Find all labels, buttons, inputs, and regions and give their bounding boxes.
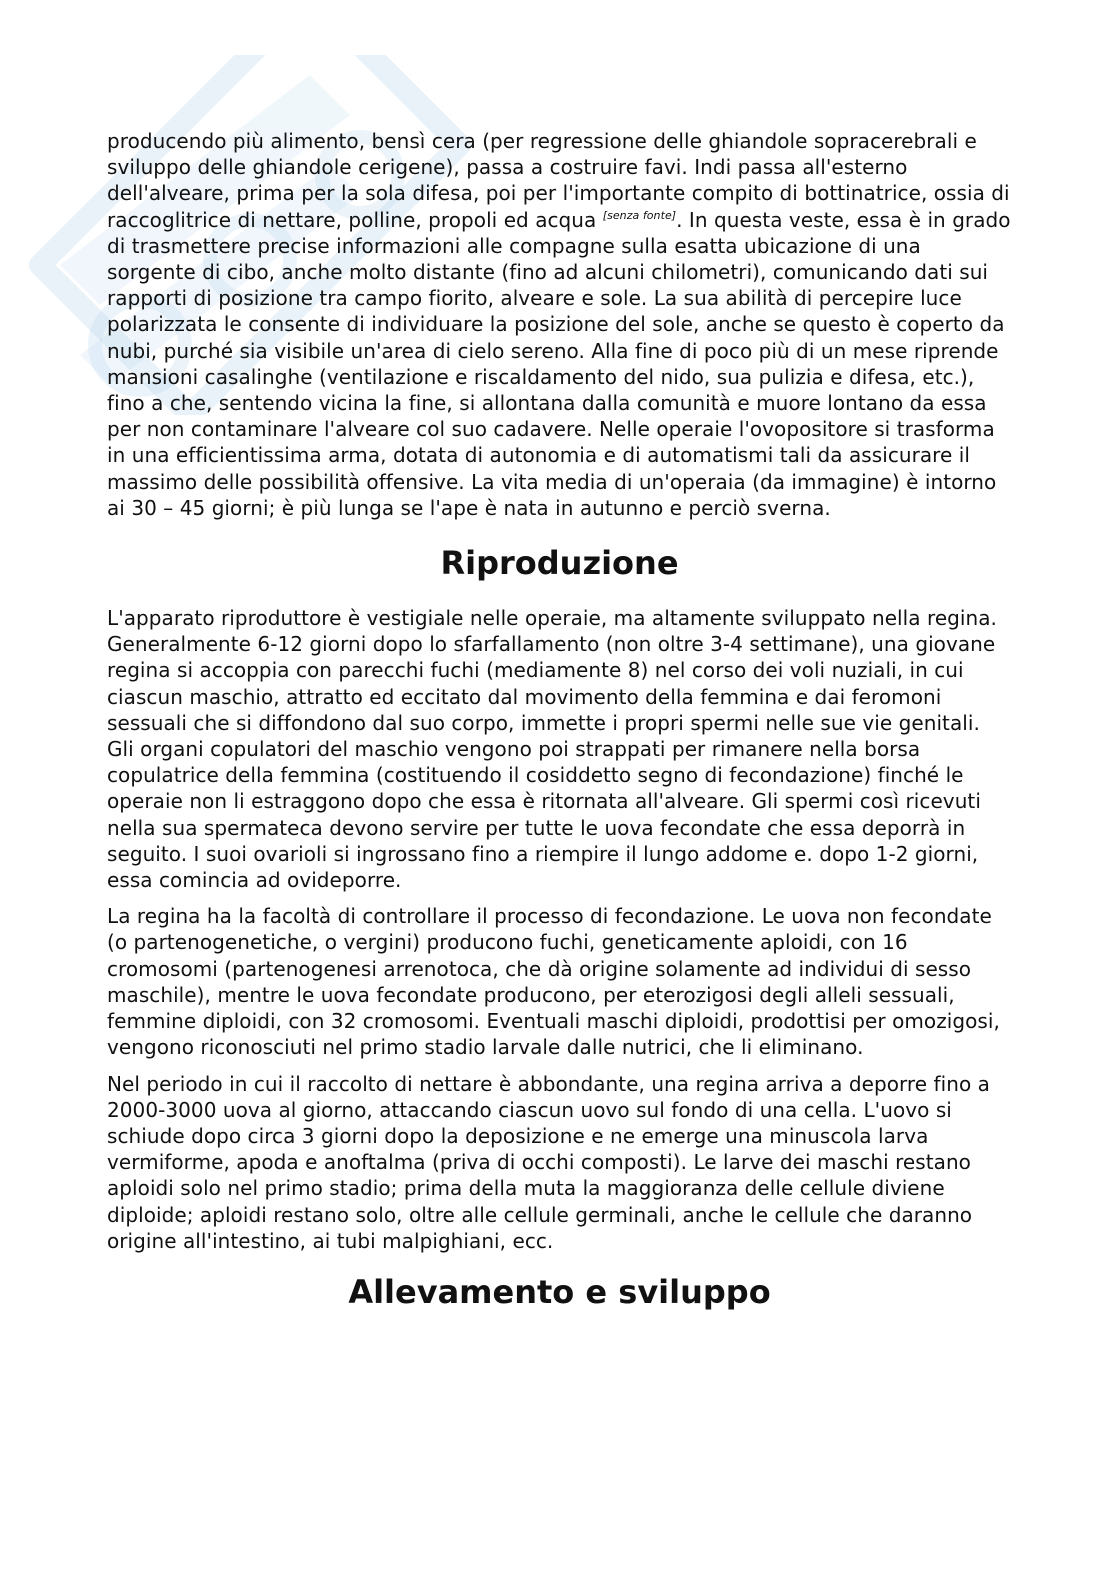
intro-text-before-citation: producendo più alimento, bensì cera (per regressione delle ghiandole sopracerebrali e sviluppo delle ghiandole cerigene), passa a costruire favi. Indi passa all'esterno dell'alveare, prima per la sola difesa, poi per l'importante compito di bottinatrice, ossia di raccoglitrice di nettare, polline, propoli ed acqua <box>107 129 1010 232</box>
paragraph-reproductive-apparatus: L'apparato riproduttore è vestigiale nelle operaie, ma altamente sviluppato nella regina. Generalmente 6-12 giorni dopo lo sfarfallamento (non oltre 3-4 settimane), una giovane regina si accoppia con parecchi fuchi (mediamente 8) nel corso dei voli nuziali, in cui ciascun maschio, attratto ed eccitato dal movimento della femmina e dai feromoni sessuali che si diffondono dal suo corpo, immette i propri spermi nelle sue vie genitali. Gli organi copulatori del maschio vengono poi strappati per rimanere nella borsa copulatrice della femmina (costituendo il cosiddetto segno di fecondazione) finché le operaie non li estraggono dopo che essa è ritornata all'alveare. Gli spermi così ricevuti nella sua spermateca devono servire per tutte le uova fecondate che essa deporrà in seguito. I suoi ovarioli si ingrossano fino a riempire il lungo addome e. dopo 1-2 giorni, essa comincia ad ovideporre. <box>107 606 997 893</box>
intro-text-after-citation: . In questa veste, essa è in grado di trasmettere precise informazioni alle compagne sulla esatta ubicazione di una sorgente di cibo, anche molto distante (fino ad alcuni chilometri), comunicando dati sui rapporti di posizione tra campo fiorito, alveare e sole. La sua abilità di percepire luce polarizzata le consente di individuare la posizione del sole, anche se questo è coperto da nubi, purché sia visibile un'area di cielo sereno. Alla fine di poco più di un mese riprende mansioni casalinghe (ventilazione e riscaldamento del nido, sua pulizia e difesa, etc.), fino a che, sentendo vicina la fine, si allontana dalla comunità e muore lontano da essa per non contaminare l'alveare col suo cadavere. Nelle operaie l'ovopositore si trasforma in una efficientissima arma, dotata di autonomia e di automatismi tali da assicurare il massimo delle possibilità offensive. La vita media di un'operaia (da immagine) è intorno ai 30 – 45 giorni; è più lunga se l'ape è nata in autunno e perciò sverna. <box>107 207 1011 520</box>
paragraph-egg-laying: Nel periodo in cui il raccolto di nettare è abbondante, una regina arriva a deporre fino a 2000-3000 uova al giorno, attaccando ciascun uovo sul fondo di una cella. L'uovo si schiude dopo circa 3 giorni dopo la deposizione e ne emerge una minuscola larva vermiforme, apoda e anoftalma (priva di occhi composti). Le larve dei maschi restano aploidi solo nel primo stadio; prima della muta la maggioranza delle cellule diviene diploide; aploidi restano solo, oltre alle cellule germinali, anche le cellule che daranno origine all'intestino, ai tubi malpighiani, ecc. <box>107 1071 990 1253</box>
citation-needed-note: [senza fonte] <box>602 208 677 222</box>
intro-paragraph <box>107 128 1012 521</box>
paragraph-fertilization-control: La regina ha la facoltà di controllare il processo di fecondazione. Le uova non fecondate (o partenogenetiche, o vergini) producono fuchi, geneticamente aploidi, con 16 cromosomi (partenogenesi arrenotoca, che dà origine solamente ad individui di sesso maschile), mentre le uova fecondate producono, per eterozigosi degli alleli sessuali, femmine diploidi, con 32 cromosomi. Eventuali maschi diploidi, prodottisi per omozigosi, vengono riconosciuti nel primo stadio larvale dalle nutrici, che li eliminano. <box>107 904 1000 1060</box>
section-heading-riproduzione: Riproduzione <box>440 544 679 583</box>
section-heading-allevamento: Allevamento e sviluppo <box>348 1272 771 1311</box>
document-page <box>107 128 1012 1334</box>
